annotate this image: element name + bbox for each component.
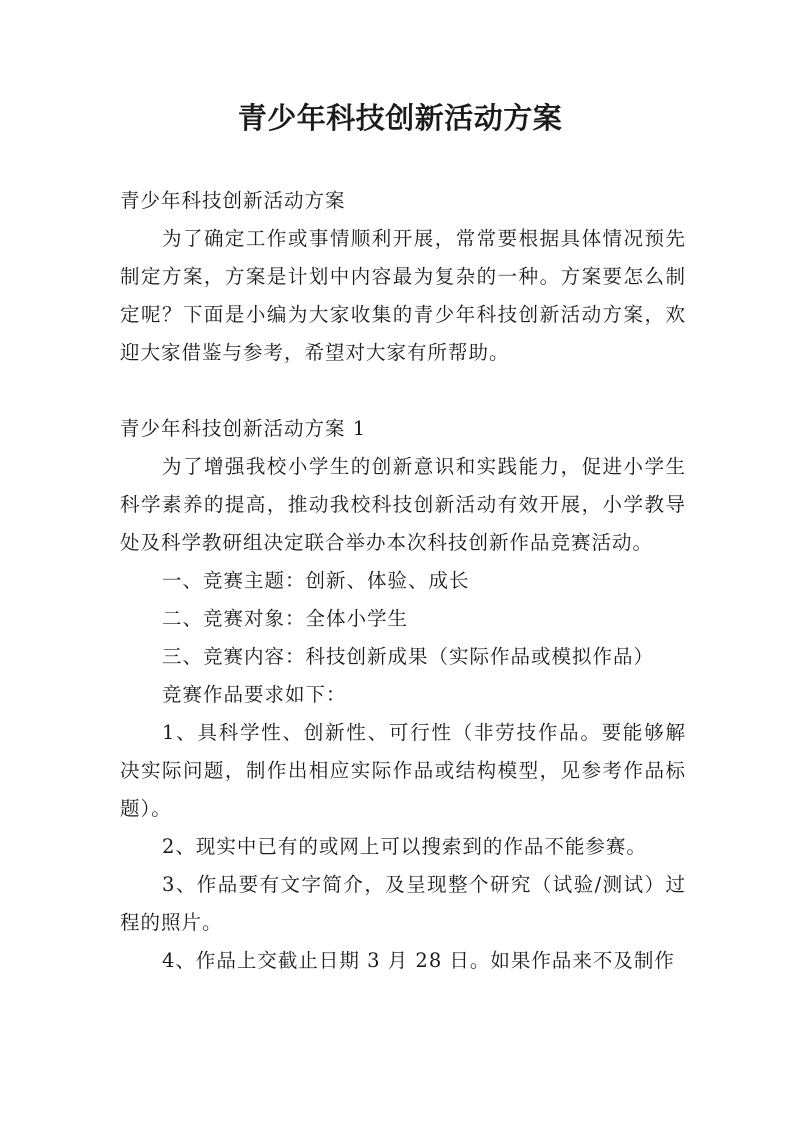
intro-paragraph: 为了确定工作或事情顺利开展，常常要根据具体情况预先制定方案，方案是计划中内容最为复杂的一种。方案要怎么制定呢？下面是小编为大家收集的青少年科技创新活动方案，欢迎大家借鉴与参考，希望对大家有所帮助。 — [120, 227, 686, 364]
document-title: 青少年科技创新活动方案 — [237, 101, 563, 135]
requirements-intro: 竞赛作品要求如下： — [162, 683, 347, 706]
requirement-item: 4、作品上交截止日期 3 月 28 日。如果作品来不及制作 — [162, 949, 675, 972]
paragraph-spacer — [120, 372, 686, 410]
requirement-item: 3、作品要有文字简介，及呈现整个研究（试验/测试）过程的照片。 — [120, 873, 686, 934]
document-body — [120, 182, 686, 980]
requirement-item: 2、现实中已有的或网上可以搜索到的作品不能参赛。 — [162, 835, 647, 858]
intro-heading: 青少年科技创新活动方案 — [120, 189, 346, 212]
contest-theme: 一、竞赛主题：创新、体验、成长 — [162, 569, 470, 592]
section-heading: 青少年科技创新活动方案 1 — [120, 417, 367, 440]
contest-participants: 二、竞赛对象：全体小学生 — [162, 607, 409, 630]
section-paragraph: 为了增强我校小学生的创新意识和实践能力，促进小学生科学素养的提高，推动我校科技创新活动有效开展，小学教导处及科学教研组决定联合举办本次科技创新作品竞赛活动。 — [120, 455, 686, 554]
requirement-item: 1、具科学性、创新性、可行性（非劳技作品。要能够解决实际问题，制作出相应实际作品或结构模型，见参考作品标题）。 — [120, 721, 686, 820]
contest-content: 三、竞赛内容：科技创新成果（实际作品或模拟作品） — [162, 645, 655, 668]
